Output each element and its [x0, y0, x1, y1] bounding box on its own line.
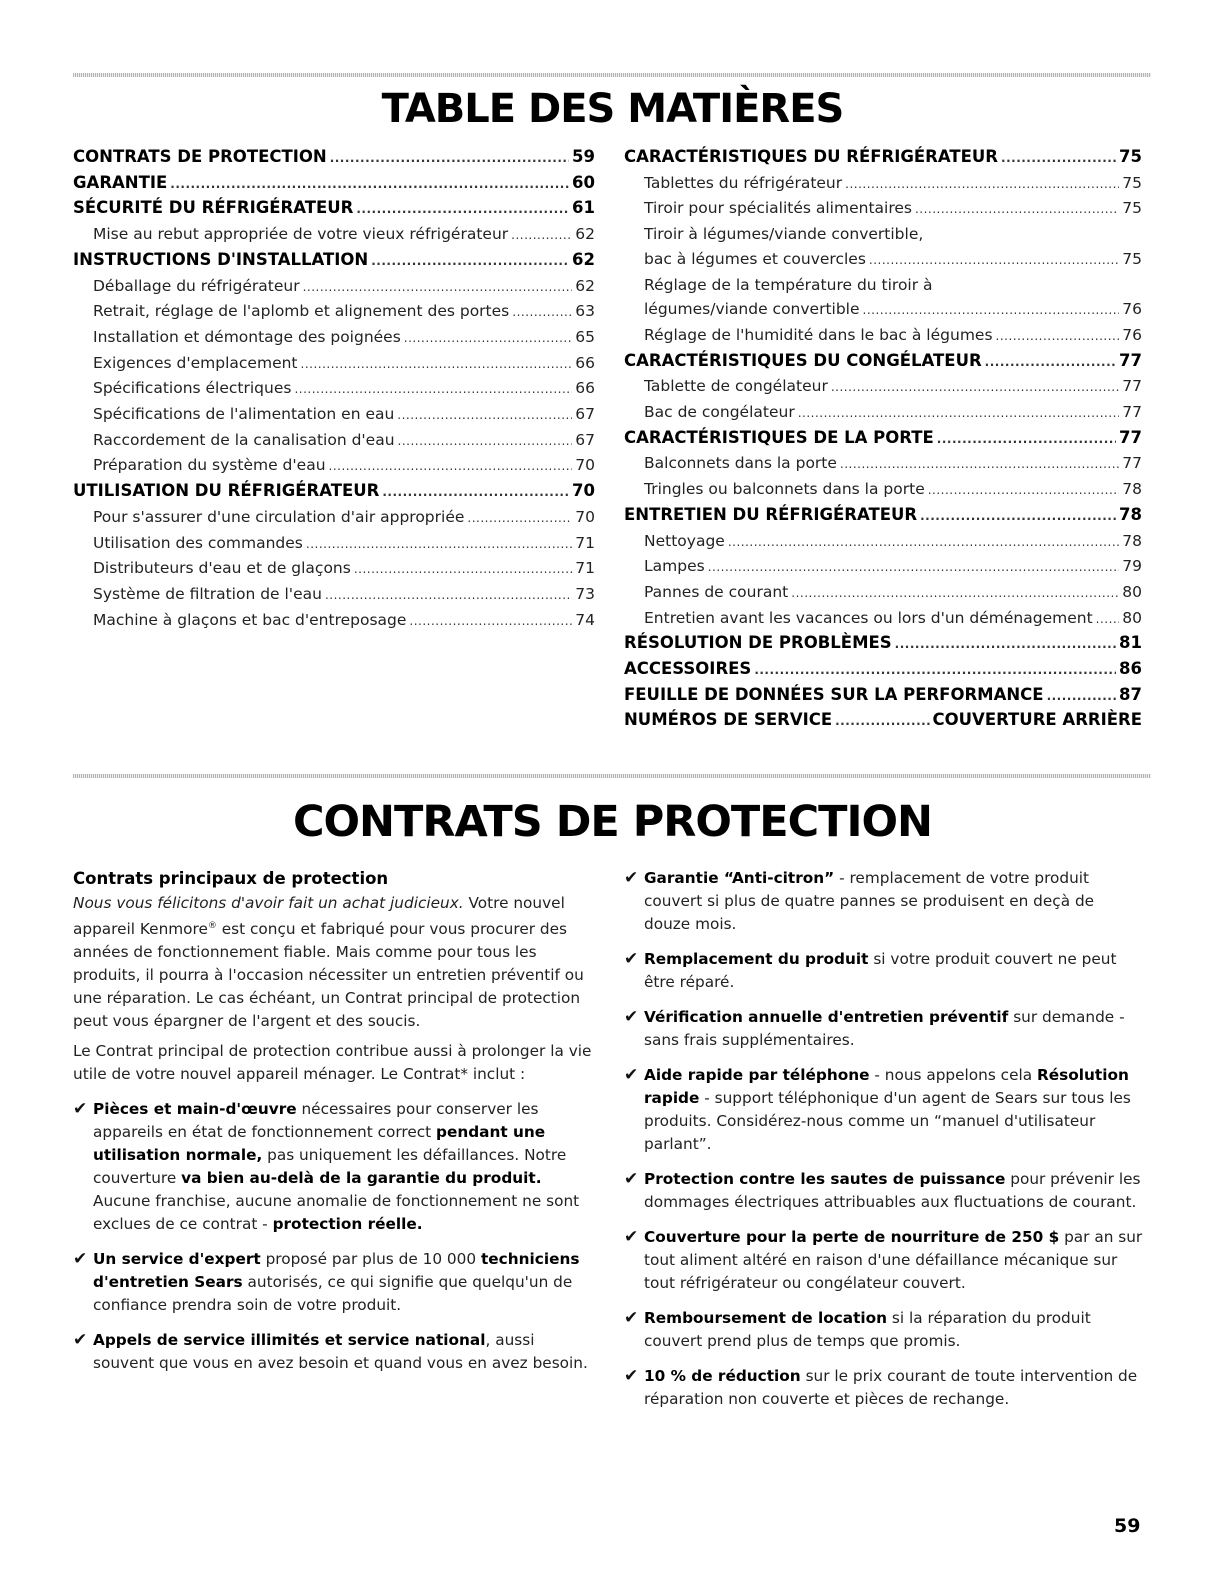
toc-leader-dots — [728, 530, 1119, 555]
toc-entry-label: Pannes de courant — [644, 582, 789, 601]
toc-entry-page: 77 — [1122, 377, 1142, 396]
benefit-text: , aussi souvent que vous en avez besoin et quand vous en avez besoin. — [93, 1331, 588, 1373]
checkmark-icon: ✔ — [624, 1065, 639, 1085]
benefit-item — [624, 1168, 1144, 1214]
toc-entry-label: UTILISATION DU RÉFRIGÉRATEUR — [73, 481, 380, 501]
toc-entry-label: CARACTÉRISTIQUES DU CONGÉLATEUR — [624, 350, 982, 370]
benefit-bold-text: Couverture pour la perte de nourriture de 250 $ — [644, 1228, 1060, 1246]
checkmark-icon: ✔ — [624, 1169, 639, 1189]
toc-entry-label: Tiroir pour spécialités alimentaires — [644, 199, 912, 218]
benefit-item — [73, 1098, 598, 1236]
toc-entry-label: Balconnets dans la porte — [644, 454, 837, 473]
toc-entry[interactable] — [73, 453, 595, 479]
toc-entry[interactable] — [73, 505, 595, 531]
intro-text-1: Votre nouvel appareil Kenmore — [73, 894, 565, 939]
toc-entry[interactable] — [624, 171, 1142, 197]
toc-entry[interactable] — [73, 274, 595, 300]
toc-entry-page: 78 — [1122, 480, 1142, 499]
middle-divider — [73, 774, 1151, 778]
toc-entry-label: Pour s'assurer d'une circulation d'air appropriée — [93, 507, 465, 526]
toc-entry[interactable] — [624, 349, 1142, 375]
benefit-bold-text: techniciens d'entretien Sears — [93, 1250, 580, 1292]
toc-entry[interactable] — [624, 580, 1142, 606]
toc-leader-dots — [1047, 684, 1116, 709]
toc-entry-label: GARANTIE — [73, 172, 168, 192]
toc-entry-label: bac à légumes et couvercles — [644, 249, 866, 268]
benefit-bold-text: Remboursement de location — [644, 1309, 888, 1327]
benefit-item — [624, 1365, 1144, 1411]
benefit-text: sur le prix courant de toute intervention de réparation non couverte et pièces de rechange. — [644, 1367, 1138, 1408]
toc-leader-dots — [294, 377, 572, 402]
benefit-item — [73, 1329, 598, 1375]
intro-text-2: est conçu et fabriqué pour vous procurer des années de fonctionnement fiable. Mais comme pour tous les produits, il pourra à l'occasion nécessiter un entretien préventif ou une réparation. Le cas échéant, un Contrat principal de protection peut vous épargner de l'argent et des soucis. — [73, 920, 584, 1031]
intro-italic: Nous vous félicitons d'avoir fait un achat judicieux. — [73, 894, 464, 912]
intro-paragraph — [73, 892, 598, 1033]
toc-entry-page: 78 — [1122, 531, 1142, 550]
toc-entry-label: Spécifications de l'alimentation en eau — [93, 405, 395, 424]
benefit-text: si votre produit couvert ne peut être réparé. — [644, 950, 1117, 991]
benefit-text: - nous appelons cela — [869, 1066, 1037, 1084]
toc-entry-page: 87 — [1119, 684, 1142, 704]
toc-leader-dots — [895, 632, 1116, 657]
toc-entry-label: INSTRUCTIONS D'INSTALLATION — [73, 249, 369, 269]
toc-entry[interactable] — [73, 556, 595, 582]
toc-leader-dots — [985, 350, 1116, 375]
benefit-text: - remplacement de votre produit couvert si plus de quatre pannes se produisent en deçà de douze mois. — [644, 869, 1095, 933]
toc-entry-page: 65 — [575, 327, 595, 346]
toc-entry[interactable] — [73, 582, 595, 608]
benefit-bold-text: Protection contre les sautes de puissance — [644, 1170, 1006, 1188]
benefit-bold-text: Un service d'expert — [93, 1250, 261, 1269]
toc-entry-page: 75 — [1122, 249, 1142, 268]
toc-leader-dots — [831, 375, 1119, 400]
toc-leader-dots — [382, 480, 569, 505]
toc-entry[interactable] — [73, 248, 595, 274]
top-divider — [73, 73, 1151, 77]
toc-entry[interactable] — [624, 683, 1142, 709]
benefit-text: par an sur tout aliment altéré en raison d'une défaillance mécanique sur tout réfrigérateur ou congélateur couvert. — [644, 1228, 1143, 1292]
toc-leader-dots — [512, 300, 572, 325]
toc-entry-page: 66 — [575, 379, 595, 398]
toc-entry-label: Spécifications électriques — [93, 379, 292, 398]
toc-entry[interactable] — [73, 351, 595, 377]
toc-entry-label: Déballage du réfrigérateur — [93, 276, 300, 295]
toc-entry-label: Exigences d'emplacement — [93, 353, 298, 372]
toc-entry-label: NUMÉROS DE SERVICE — [624, 710, 833, 730]
toc-entry-page: 86 — [1119, 659, 1142, 679]
benefit-bold-text: Remplacement du produit — [644, 950, 869, 968]
toc-leader-dots — [170, 172, 569, 197]
toc-entry-page: 61 — [572, 198, 595, 218]
toc-entry-label: Tringles ou balconnets dans la porte — [644, 480, 925, 499]
toc-entry-label: Utilisation des commandes — [93, 533, 303, 552]
toc-entry-label: Lampes — [644, 557, 705, 576]
toc-leader-dots — [915, 197, 1119, 222]
toc-entry-page: 75 — [1119, 147, 1142, 166]
toc-entry[interactable] — [624, 708, 1142, 734]
toc-entry-page: 70 — [575, 456, 595, 475]
registered-mark: ® — [207, 921, 217, 931]
checkmark-icon: ✔ — [624, 1007, 639, 1027]
toc-entry-page: 66 — [575, 353, 595, 372]
toc-entry-label: Bac de congélateur — [644, 403, 795, 422]
toc-leader-dots — [920, 504, 1116, 529]
toc-entry-page: 70 — [572, 481, 595, 501]
toc-entry[interactable] — [73, 196, 595, 222]
toc-entry[interactable] — [73, 325, 595, 351]
toc-entry-page: 76 — [1122, 300, 1142, 319]
toc-leader-dots — [754, 658, 1116, 683]
toc-entry-page: 62 — [575, 276, 595, 295]
benefit-item — [624, 1064, 1144, 1156]
benefit-text: Aucune franchise, aucune anomalie de fonctionnement ne sont exclues de ce contrat - — [93, 1192, 580, 1234]
toc-entry-label: Mise au rebut appropriée de votre vieux réfrigérateur — [93, 225, 509, 244]
toc-leader-dots — [845, 172, 1119, 197]
toc-entry[interactable] — [73, 402, 595, 428]
toc-entry[interactable] — [73, 171, 595, 197]
toc-entry-label: Entretien avant les vacances ou lors d'un déménagement — [644, 608, 1093, 627]
benefit-text: proposé par plus de 10 000 — [260, 1250, 481, 1269]
benefit-bold-text: pendant une utilisation normale, — [93, 1123, 546, 1165]
toc-entry-label: Nettoyage — [644, 531, 725, 550]
toc-entry-page: 77 — [1122, 403, 1142, 422]
toc-leader-dots — [301, 352, 573, 377]
toc-leader-dots — [869, 248, 1119, 273]
toc-entry-page: 73 — [575, 584, 595, 603]
toc-title: TABLE DES MATIÈRES — [381, 86, 844, 132]
toc-entry[interactable] — [624, 247, 1142, 273]
checkmark-icon: ✔ — [624, 949, 639, 969]
benefit-bold-text: Appels de service illimités et service national — [93, 1331, 486, 1350]
toc-entry-page: 74 — [575, 610, 595, 629]
toc-entry-page: 70 — [575, 507, 595, 526]
toc-entry-label: Tiroir à légumes/viande convertible, — [644, 225, 924, 244]
toc-leader-dots — [354, 557, 572, 582]
contracts-title: CONTRATS DE PROTECTION — [292, 797, 933, 847]
toc-entry-label: Raccordement de la canalisation d'eau — [93, 430, 395, 449]
toc-entry-page: 59 — [572, 147, 595, 166]
toc-entry-label: ACCESSOIRES — [624, 659, 752, 679]
toc-entry[interactable] — [624, 606, 1142, 632]
toc-entry-page: 71 — [575, 533, 595, 552]
benefits-list-right — [624, 867, 1144, 1411]
toc-entry-label: Tablettes du réfrigérateur — [644, 173, 843, 192]
intro-paragraph-2: Le Contrat principal de protection contribue aussi à prolonger la vie utile de votre nouvel appareil ménager. Le Contrat* inclut : — [73, 1042, 592, 1084]
toc-entry[interactable] — [624, 222, 1142, 247]
toc-leader-dots — [371, 249, 569, 274]
toc-entry-label: Réglage de l'humidité dans le bac à légumes — [644, 325, 993, 344]
toc-leader-dots — [329, 454, 573, 479]
toc-entry[interactable] — [73, 479, 595, 505]
toc-leader-dots — [1001, 146, 1116, 171]
benefit-text: - support téléphonique d'un agent de Sears sur tous les produits. Considérez-nous comme un “manuel d'utilisateur parlant”. — [644, 1089, 1131, 1153]
toc-right-column — [624, 145, 1142, 734]
toc-entry-page: 75 — [1122, 173, 1142, 192]
toc-leader-dots — [708, 555, 1120, 580]
toc-entry-label: ENTRETIEN DU RÉFRIGÉRATEUR — [624, 504, 918, 524]
benefit-item — [73, 1248, 598, 1317]
toc-leader-dots — [467, 506, 572, 531]
toc-entry[interactable] — [73, 299, 595, 325]
toc-entry[interactable] — [624, 426, 1142, 452]
toc-entry-page: 62 — [575, 225, 595, 244]
toc-entry-page: 76 — [1122, 325, 1142, 344]
toc-entry-page: COUVERTURE ARRIÈRE — [932, 710, 1142, 730]
toc-entry[interactable] — [624, 196, 1142, 222]
toc-entry[interactable] — [624, 297, 1142, 323]
checkmark-icon: ✔ — [624, 1227, 639, 1247]
toc-entry-label: Préparation du système d'eau — [93, 456, 326, 475]
toc-entry-label: Système de filtration de l'eau — [93, 584, 322, 603]
toc-entry-label: Machine à glaçons et bac d'entreposage — [93, 610, 407, 629]
contracts-subheading: Contrats principaux de protection — [73, 869, 389, 888]
toc-entry[interactable] — [73, 145, 595, 171]
benefit-bold-text: va bien au-delà de la garantie du produit. — [181, 1169, 542, 1188]
benefit-bold-text: 10 % de réduction — [644, 1367, 801, 1385]
toc-leader-dots — [511, 223, 572, 248]
contracts-left-column — [73, 867, 598, 1387]
toc-leader-dots — [928, 478, 1120, 503]
checkmark-icon: ✔ — [73, 1330, 88, 1351]
toc-leader-dots — [863, 298, 1120, 323]
toc-entry-label: Réglage de la température du tiroir à — [644, 275, 933, 294]
toc-leader-dots — [1096, 607, 1120, 632]
toc-leader-dots — [996, 324, 1120, 349]
benefit-text: autorisés, ce qui signifie que quelqu'un de confiance prendra soin de votre produit. — [93, 1273, 573, 1315]
toc-entry-label: Retrait, réglage de l'aplomb et alignement des portes — [93, 302, 510, 321]
benefit-bold-text: Garantie “Anti-citron” — [644, 869, 835, 887]
benefit-item — [624, 1307, 1144, 1353]
toc-entry[interactable] — [624, 273, 1142, 298]
toc-entry[interactable] — [73, 428, 595, 454]
toc-entry-label: Distributeurs d'eau et de glaçons — [93, 559, 351, 578]
benefit-text: pas uniquement les défaillances. Notre couverture — [93, 1146, 567, 1188]
toc-leader-dots — [330, 146, 569, 171]
toc-entry-page: 67 — [575, 430, 595, 449]
toc-entry-label: SÉCURITÉ DU RÉFRIGÉRATEUR — [73, 198, 354, 218]
benefit-text: nécessaires pour conserver les appareils en état de fonctionnement correct — [93, 1100, 539, 1142]
toc-entry[interactable] — [73, 608, 595, 634]
toc-entry[interactable] — [624, 451, 1142, 477]
toc-left-column — [73, 145, 595, 633]
toc-leader-dots — [325, 583, 572, 608]
toc-entry[interactable] — [624, 477, 1142, 503]
page-number: 59 — [1114, 1515, 1141, 1537]
toc-entry-page: 78 — [1119, 504, 1142, 524]
toc-entry-label: Tablette de congélateur — [644, 377, 828, 396]
toc-entry-page: 63 — [575, 302, 595, 321]
toc-entry-label: FEUILLE DE DONNÉES SUR LA PERFORMANCE — [624, 684, 1044, 704]
toc-entry-label: RÉSOLUTION DE PROBLÈMES — [624, 633, 892, 653]
benefit-bold-text: Résolution rapide — [644, 1066, 1129, 1107]
checkmark-icon: ✔ — [624, 1308, 639, 1328]
toc-leader-dots — [840, 452, 1119, 477]
toc-leader-dots — [791, 581, 1119, 606]
checkmark-icon: ✔ — [73, 1099, 88, 1120]
toc-entry[interactable] — [73, 222, 595, 248]
toc-entry-page: 77 — [1119, 427, 1142, 447]
toc-leader-dots — [398, 429, 573, 454]
toc-entry[interactable] — [624, 657, 1142, 683]
toc-entry-label: CARACTÉRISTIQUES DU RÉFRIGÉRATEUR — [624, 147, 999, 166]
toc-entry-label: légumes/viande convertible — [644, 300, 860, 319]
toc-entry-page: 71 — [575, 559, 595, 578]
toc-entry-page: 81 — [1119, 633, 1142, 653]
toc-entry[interactable] — [73, 376, 595, 402]
toc-leader-dots — [409, 609, 572, 634]
toc-entry-page: 75 — [1122, 199, 1142, 218]
toc-leader-dots — [937, 427, 1116, 452]
toc-entry-page: 62 — [572, 249, 595, 269]
benefit-text: sur demande - sans frais supplémentaires. — [644, 1008, 1125, 1049]
toc-entry-page: 77 — [1122, 454, 1142, 473]
benefits-list-left — [73, 1098, 598, 1375]
checkmark-icon: ✔ — [73, 1249, 88, 1270]
benefit-item — [624, 867, 1144, 936]
toc-entry[interactable] — [624, 323, 1142, 349]
toc-entry[interactable] — [624, 529, 1142, 555]
benefit-bold-text: protection réelle. — [272, 1215, 423, 1234]
benefit-bold-text: Pièces et main-d'œuvre — [93, 1100, 297, 1119]
toc-entry-page: 80 — [1122, 582, 1142, 601]
toc-leader-dots — [306, 532, 572, 557]
toc-entry[interactable] — [624, 554, 1142, 580]
toc-entry[interactable] — [624, 631, 1142, 657]
benefit-text: si la réparation du produit couvert prend plus de temps que promis. — [644, 1309, 1091, 1350]
benefit-bold-text: Vérification annuelle d'entretien préventif — [644, 1008, 1009, 1026]
toc-entry[interactable] — [624, 503, 1142, 529]
toc-entry-page: 80 — [1122, 608, 1142, 627]
toc-entry-page: 79 — [1122, 557, 1142, 576]
benefit-item — [624, 1006, 1144, 1052]
checkmark-icon: ✔ — [624, 868, 639, 888]
toc-entry-page: 60 — [572, 172, 595, 192]
benefit-item — [624, 1226, 1144, 1295]
toc-leader-dots — [303, 275, 573, 300]
toc-leader-dots — [798, 401, 1120, 426]
toc-leader-dots — [356, 197, 569, 222]
toc-entry-page: 67 — [575, 405, 595, 424]
toc-entry[interactable] — [73, 531, 595, 557]
toc-entry[interactable] — [624, 374, 1142, 400]
toc-entry[interactable] — [624, 400, 1142, 426]
benefit-bold-text: Aide rapide par téléphone — [644, 1066, 870, 1084]
toc-entry-label: CARACTÉRISTIQUES DE LA PORTE — [624, 427, 934, 447]
toc-leader-dots — [397, 403, 572, 428]
benefit-text: pour prévenir les dommages électriques attribuables aux fluctuations de courant. — [644, 1170, 1141, 1211]
toc-entry[interactable] — [624, 145, 1142, 171]
toc-entry-page: 77 — [1119, 350, 1142, 370]
toc-leader-dots — [835, 709, 929, 734]
checkmark-icon: ✔ — [624, 1366, 639, 1386]
toc-leader-dots — [404, 326, 572, 351]
benefit-item — [624, 948, 1144, 994]
contracts-right-column — [624, 867, 1144, 1423]
toc-entry-label: Installation et démontage des poignées — [93, 327, 401, 346]
toc-entry-label: CONTRATS DE PROTECTION — [73, 147, 327, 166]
